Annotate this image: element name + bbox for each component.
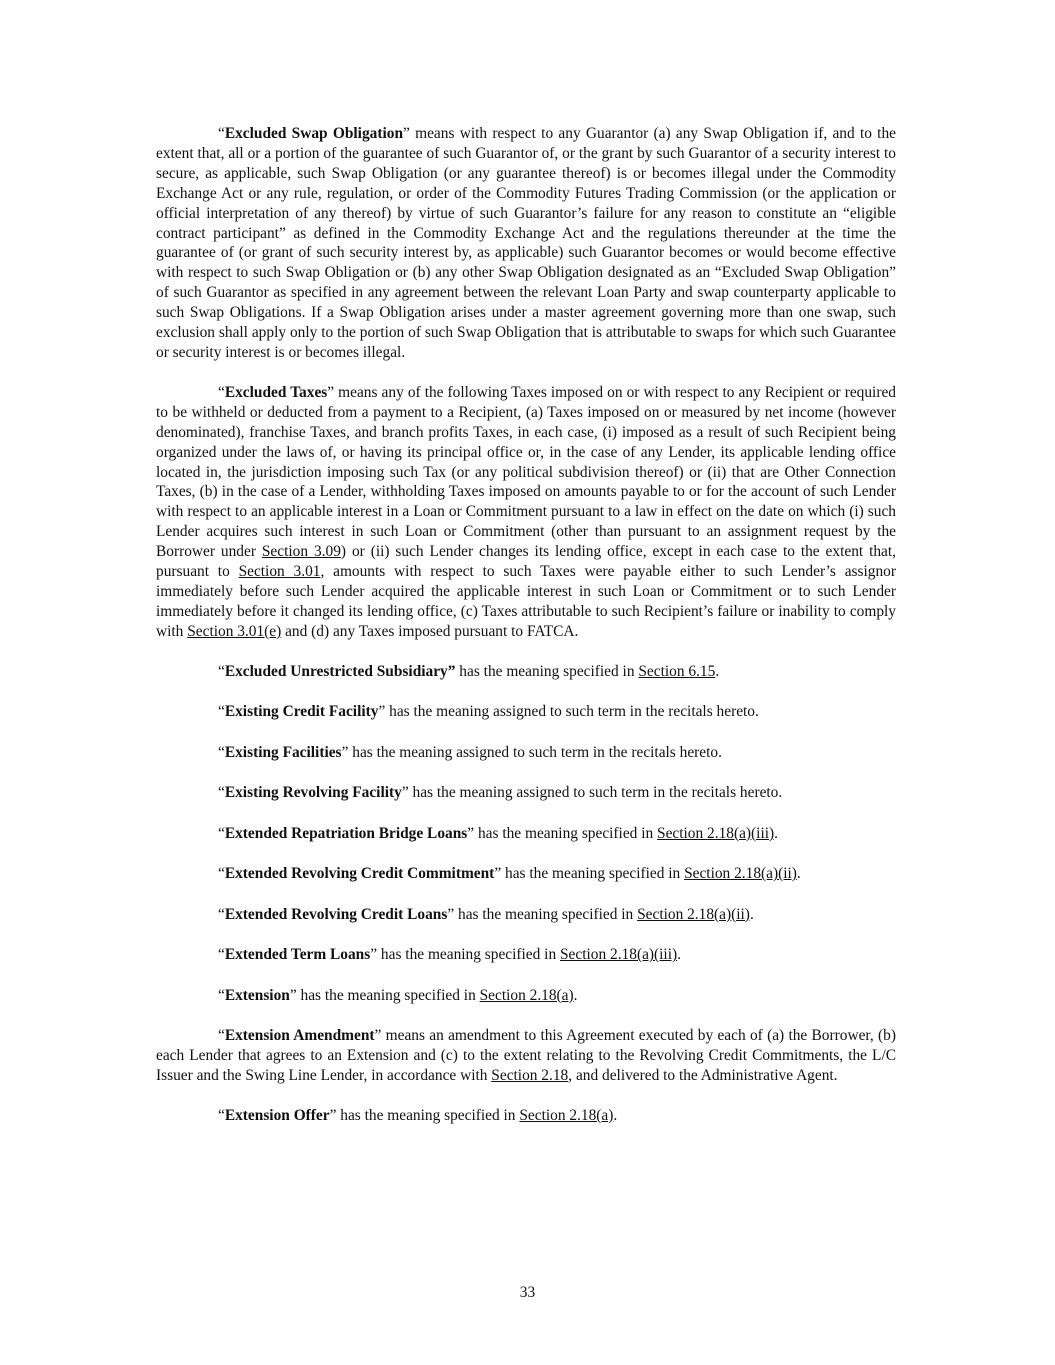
definition-excluded-swap-obligation xyxy=(156,124,896,363)
open-quote: “ xyxy=(218,865,225,883)
period: . xyxy=(796,865,801,883)
definition-text: means with respect to any Guarantor (a) any Swap Obligation if, and to the extent that, all or a portion of the guarantee of such Guarantor of, or the grant by such Guarantor of a security interest to secure, as applicable, such Swap Obligation (or any guarantee thereof) is or becomes illegal under the Commodity Exchange Act or any rule, regulation, or order of the Commodity Futures Trading Commission (or the application or official interpretation of any thereof) by virtue of such Guarantor’s failure for any reason to constitute an “eligible contract participant” as defined in the Commodity Exchange Act and the regulations thereunder at the time the guarantee of (or grant of such security interest by, as applicable) such Guarantor becomes or would become effective with respect to such Swap Obligation or (b) any other Swap Obligation designated as an “Excluded Swap Obligation” of such Guarantor as specified in any agreement between the relevant Loan Party and swap counterparty applicable to such Swap Obligations. If a Swap Obligation arises under a master agreement governing more than one swap, such exclusion shall apply only to the portion of such Swap Obligation that is attributable to swaps for which such Guarantee or security interest is or becomes illegal. xyxy=(156,125,896,361)
definition-text: ) or (ii) such Lender changes its lending office, except in each case to the extent that, pursuant to xyxy=(156,543,897,581)
definition-text: has the meaning specified in xyxy=(474,824,658,842)
defined-term: Excluded Swap Obligation xyxy=(224,125,404,142)
definition-existing-facilities xyxy=(156,743,896,763)
definition-extended-term-loans xyxy=(156,945,896,965)
section-reference: Section 2.18(a)(ii) xyxy=(637,905,750,923)
definition-text: has the meaning specified in xyxy=(377,946,560,964)
definition-text: has the meaning specified in xyxy=(336,1106,520,1124)
definition-text: , amounts with respect to such Taxes were payable either to such Lender’s assignor immediately before such Lender acquired the applicable interest in such Loan or Commitment or to such Lender immediately before it changed its lending office, (c) Taxes attributable to such Recipient’s failure or inability to comply with xyxy=(156,563,896,640)
definition-existing-revolving-facility xyxy=(156,783,896,803)
defined-term: Existing Revolving Facility xyxy=(224,784,402,802)
period: . xyxy=(573,986,578,1004)
definition-text: means any of the following Taxes imposed on or with respect to any Recipient or required to be withheld or deducted from a payment to a Recipient, (a) Taxes imposed on or measured by net income (however denominated), franchise Taxes, and branch profits Taxes, in each case, (i) imposed as a result of such Recipient being organized under the laws of, or having its principal office or, in the case of any Lender, its applicable lending office located in, the jurisdiction imposing such Tax (or any political subdivision thereof) or (ii) that are Other Connection Taxes, (b) in the case of a Lender, withholding Taxes imposed on amounts payable to or for the account of such Lender with respect to an applicable interest in a Loan or Commitment pursuant to a law in effect on the date on which (i) such Lender acquires such interest in such Loan or Commitment (other than pursuant to an assignment request by the Borrower under xyxy=(156,383,896,561)
defined-term: Existing Facilities xyxy=(224,743,342,761)
open-quote: “ xyxy=(218,703,225,721)
section-reference: Section 3.01 xyxy=(238,563,321,581)
defined-term: Extension xyxy=(224,986,290,1004)
period: . xyxy=(613,1106,618,1124)
open-quote: “ xyxy=(218,946,225,964)
definition-excluded-taxes xyxy=(156,383,896,642)
defined-term: Extended Revolving Credit Loans xyxy=(224,905,448,923)
close-quote: ” xyxy=(447,662,456,680)
section-reference: Section 2.18(a)(iii) xyxy=(657,824,775,842)
defined-term: Extended Term Loans xyxy=(224,946,371,964)
section-reference: Section 2.18(a)(ii) xyxy=(684,865,797,883)
close-quote: ” xyxy=(401,784,409,802)
close-quote: ” xyxy=(374,1027,382,1045)
definition-text: has the meaning specified in xyxy=(296,986,480,1004)
defined-term: Extension Amendment xyxy=(224,1027,375,1045)
period: . xyxy=(715,662,720,680)
close-quote: ” xyxy=(467,824,475,842)
definition-text: has the meaning assigned to such term in the recitals hereto. xyxy=(385,703,759,721)
definition-excluded-unrestricted-subsidiary xyxy=(156,662,896,682)
definition-extension-offer xyxy=(156,1106,896,1126)
section-reference: Section 2.18(a) xyxy=(519,1106,614,1124)
open-quote: “ xyxy=(218,824,225,842)
section-reference: Section 6.15 xyxy=(638,662,716,680)
definition-extended-revolving-credit-loans xyxy=(156,905,896,925)
close-quote: ” xyxy=(378,703,386,721)
page-number: 33 xyxy=(519,1284,536,1301)
document-page xyxy=(156,124,896,1146)
open-quote: “ xyxy=(218,743,225,761)
close-quote: ” xyxy=(494,865,502,883)
close-quote: ” xyxy=(289,986,297,1004)
section-reference: Section 2.18(a) xyxy=(479,986,574,1004)
defined-term: Extended Repatriation Bridge Loans xyxy=(224,824,468,842)
section-reference: Section 3.09 xyxy=(261,543,341,561)
defined-term xyxy=(225,663,456,680)
open-quote: “ xyxy=(218,1106,225,1124)
period: . xyxy=(774,824,778,842)
close-quote: ” xyxy=(447,905,455,923)
close-quote: ” xyxy=(370,946,378,964)
close-quote: ” xyxy=(327,383,335,401)
period: . xyxy=(677,946,681,964)
definition-extended-revolving-credit-commitment xyxy=(156,864,896,884)
open-quote: “ xyxy=(218,662,225,680)
definition-text: has the meaning specified in xyxy=(454,905,638,923)
open-quote: “ xyxy=(218,383,225,401)
definition-text: has the meaning specified in xyxy=(501,865,685,883)
definition-existing-credit-facility xyxy=(156,702,896,722)
defined-term: Extension Offer xyxy=(224,1106,330,1124)
definition-text: , and delivered to the Administrative Agent. xyxy=(568,1066,838,1084)
definition-text: has the meaning assigned to such term in the recitals hereto. xyxy=(408,784,783,802)
definition-extension-amendment xyxy=(156,1026,896,1086)
defined-term-label: Excluded Unrestricted Subsidiary xyxy=(224,662,448,680)
open-quote: “ xyxy=(218,1027,225,1045)
period: . xyxy=(749,905,754,923)
close-quote: ” xyxy=(329,1106,337,1124)
section-reference: Section 2.18(a)(iii) xyxy=(560,946,678,964)
definition-text: means an amendment to this Agreement executed by each of (a) the Borrower, (b) each Lender that agrees to an Extension and (c) to the extent relating to the Revolving Credit Commitments, the L/C Issuer and the Swing Line Lender, in accordance with xyxy=(156,1027,896,1084)
section-reference: Section 2.18 xyxy=(491,1066,569,1084)
definition-extension xyxy=(156,986,896,1006)
close-quote: ” xyxy=(341,743,349,761)
open-quote: “ xyxy=(218,905,225,923)
defined-term: Extended Revolving Credit Commitment xyxy=(224,865,495,883)
close-quote: ” xyxy=(403,125,410,142)
defined-term: Existing Credit Facility xyxy=(224,703,379,721)
definition-extended-repatriation-bridge-loans xyxy=(156,824,896,844)
definition-text: has the meaning assigned to such term in the recitals hereto. xyxy=(348,743,722,761)
open-quote: “ xyxy=(218,986,225,1004)
definition-text: and (d) any Taxes imposed pursuant to FATCA. xyxy=(281,622,579,640)
definition-text: has the meaning specified in xyxy=(455,662,639,680)
open-quote: “ xyxy=(218,784,225,802)
open-quote: “ xyxy=(218,125,225,142)
section-reference: Section 3.01(e) xyxy=(187,622,282,640)
defined-term: Excluded Taxes xyxy=(224,383,328,401)
